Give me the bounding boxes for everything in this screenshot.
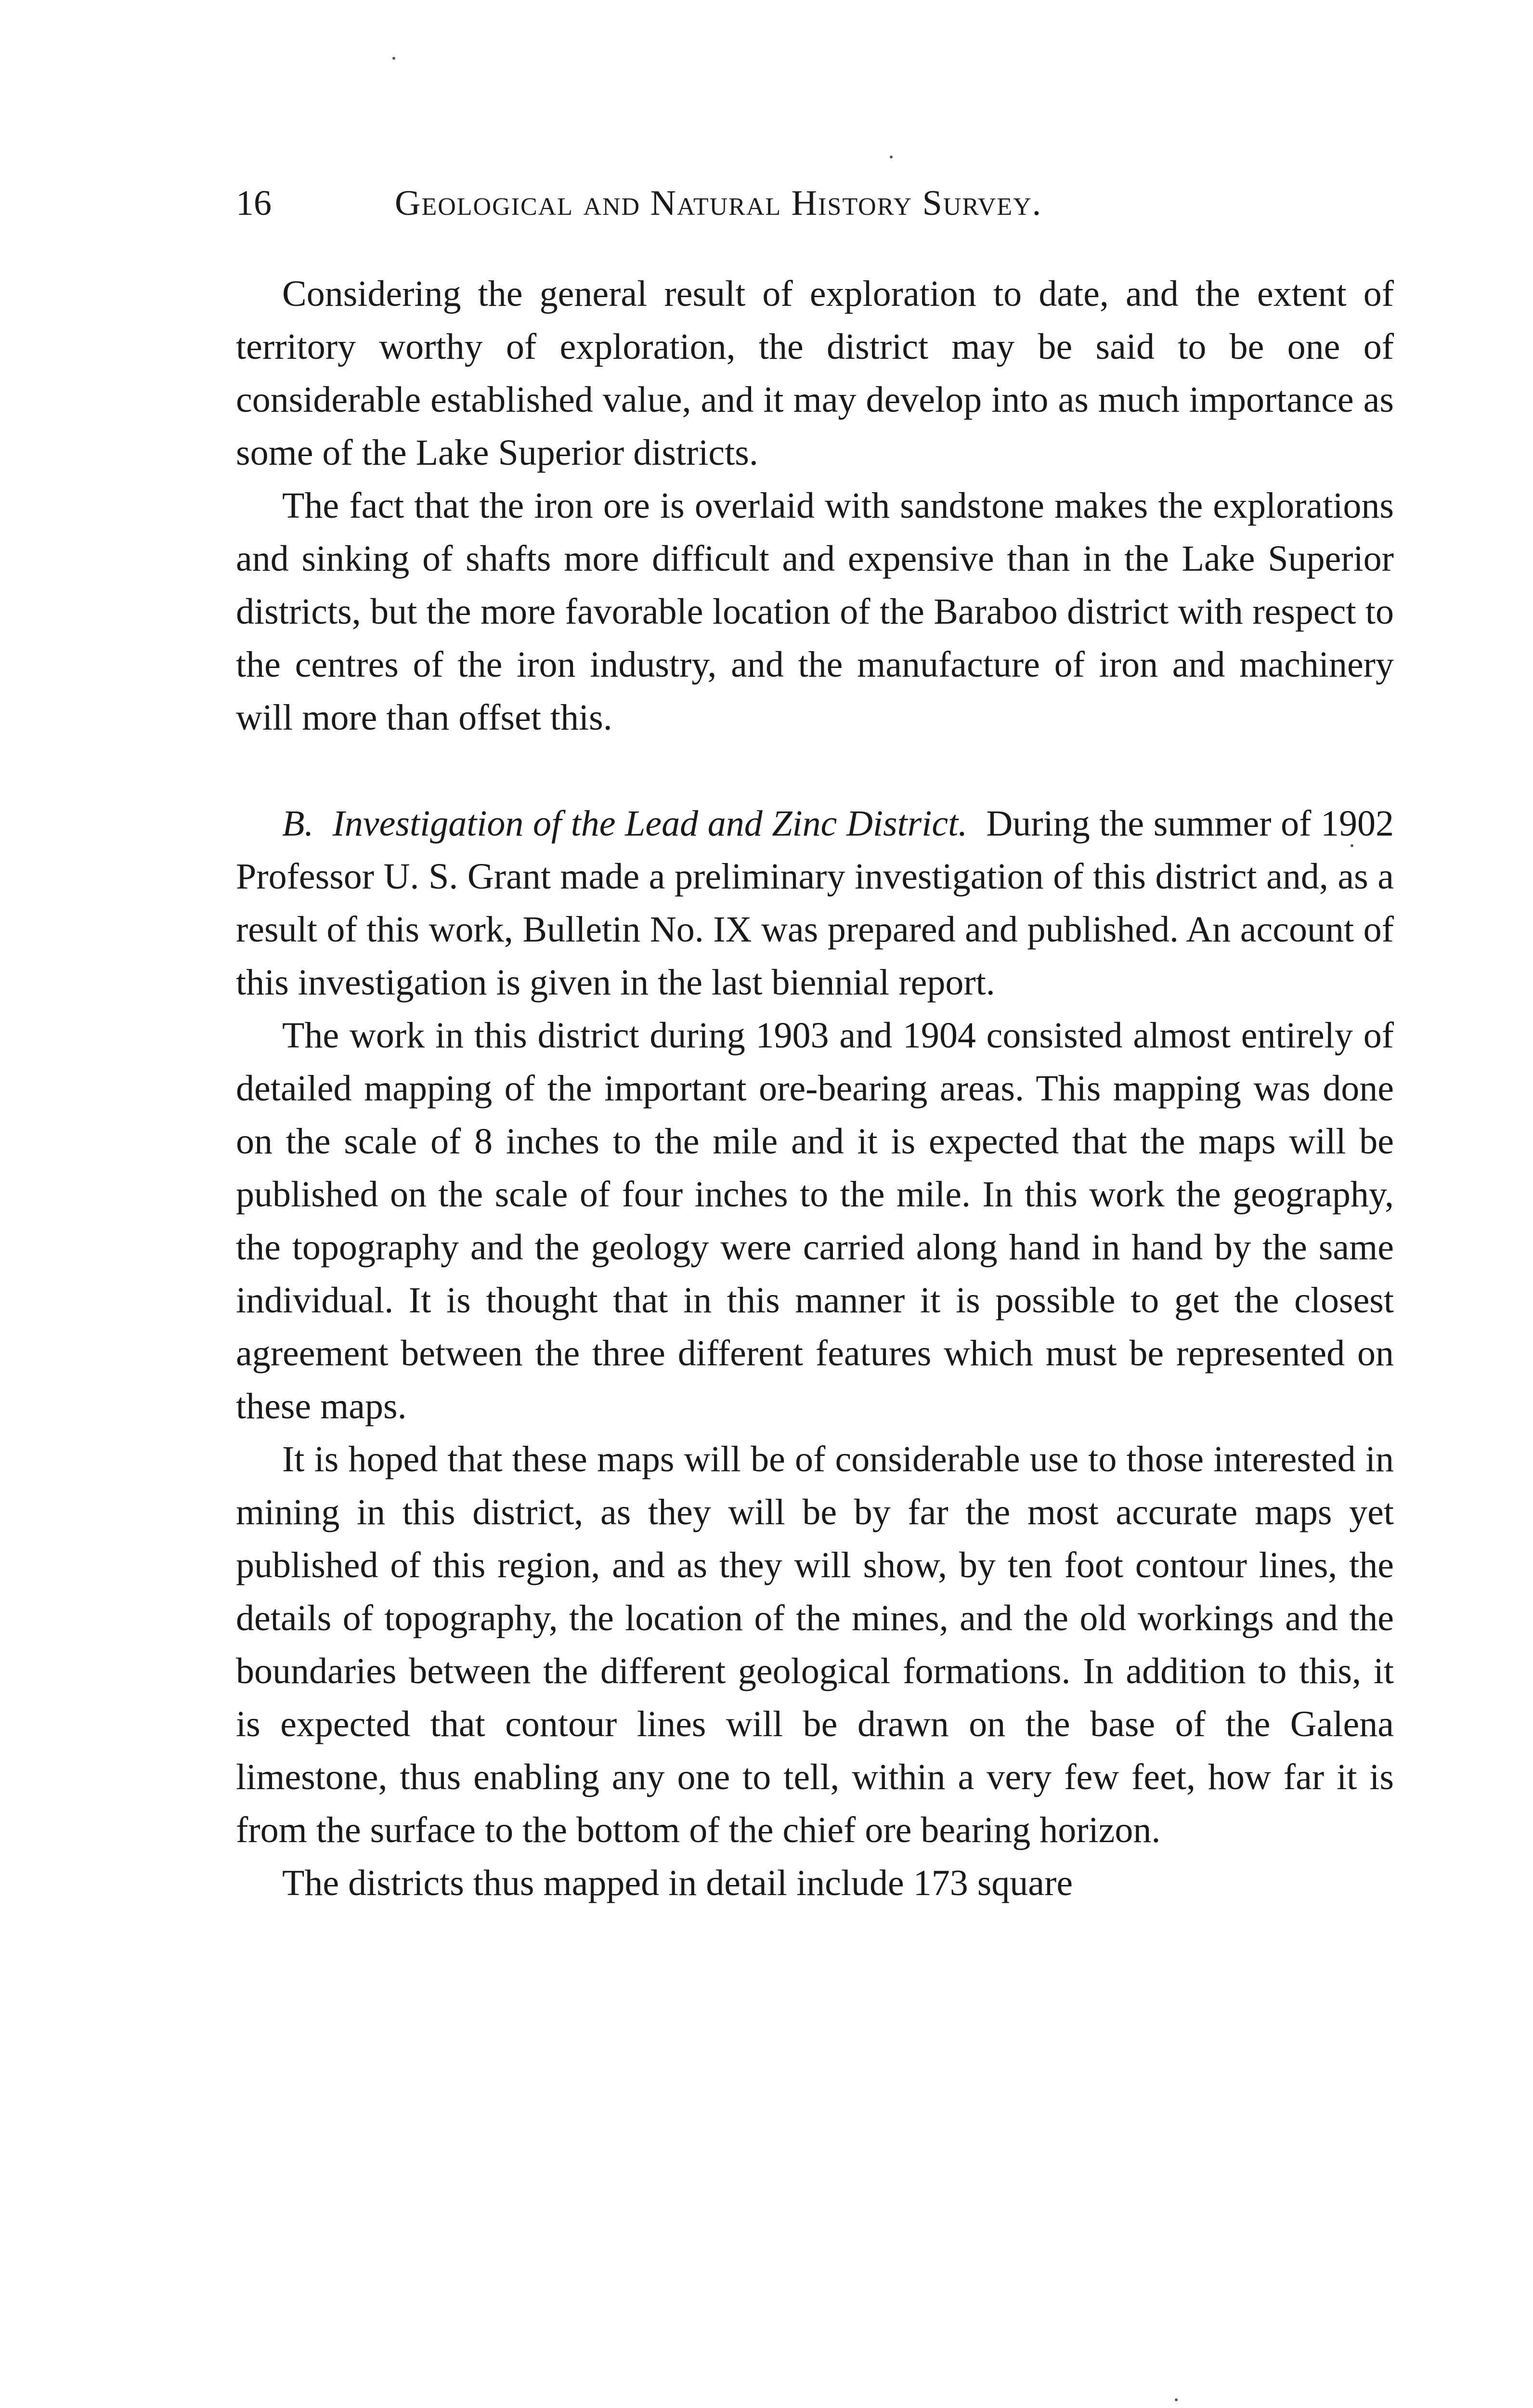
paragraph: It is hoped that these maps will be of considerable use to those interested in mining in this district, as they will be by far the most accurate maps yet published of this region, and as they will show, by ten foot contour lines, the details of topography, the location of the mines, and the old workings and the boundaries between the different geological formations. In addition to this, it is expected that contour lines will be drawn on the base of the Galena limestone, thus enabling any one to tell, within a very few feet, how far it is from the surface to the bottom of the chief ore bearing horizon.: [236, 1439, 1394, 1850]
section-b-paragraph: [236, 797, 1394, 1009]
page-number: 16: [236, 183, 272, 223]
page-header: [236, 179, 1401, 237]
section-label: B.: [282, 803, 314, 844]
section-heading: Investigation of the Lead and Zinc District.: [332, 803, 968, 844]
running-head: Geological and Natural History Survey.: [395, 183, 1042, 223]
paragraph: Considering the general result of exploration to date, and the extent of territory worthy of exploration, the district may be said to be one of considerable established value, and it may develop into as much importance as some of the Lake Superior districts.: [236, 274, 1394, 473]
scan-speck: [1175, 2398, 1178, 2401]
scan-speck: [392, 57, 395, 60]
section-text: During the summer of 1902 Professor U. S. Grant made a preliminary investigation of this district and, as a result of this work, Bulletin No. IX was prepared and published. An account of this investigation is given in the last biennial report.: [236, 803, 1394, 1003]
paragraph: The work in this district during 1903 and 1904 consisted almost entirely of detailed mapping of the important ore-bearing areas. This mapping was done on the scale of 8 inches to the mile and it is expected that the maps will be published on the scale of four inches to the mile. In this work the geography, the topography and the geology were carried along hand in hand by the same individual. It is thought that in this manner it is possible to get the closest agreement between the three different features which must be represented on these maps.: [236, 1015, 1394, 1426]
paragraph: The districts thus mapped in detail include 173 square: [282, 1863, 1073, 1903]
paragraph: The fact that the iron ore is overlaid with sandstone makes the explorations and sinking of shafts more difficult and expensive than in the Lake Superior districts, but the more favorable location of the Baraboo district with respect to the centres of the iron industry, and the manufacture of iron and machinery will more than offset this.: [236, 485, 1394, 738]
scan-speck: [890, 156, 893, 158]
scan-speck: [1351, 844, 1353, 847]
body-text: [236, 267, 1394, 1910]
